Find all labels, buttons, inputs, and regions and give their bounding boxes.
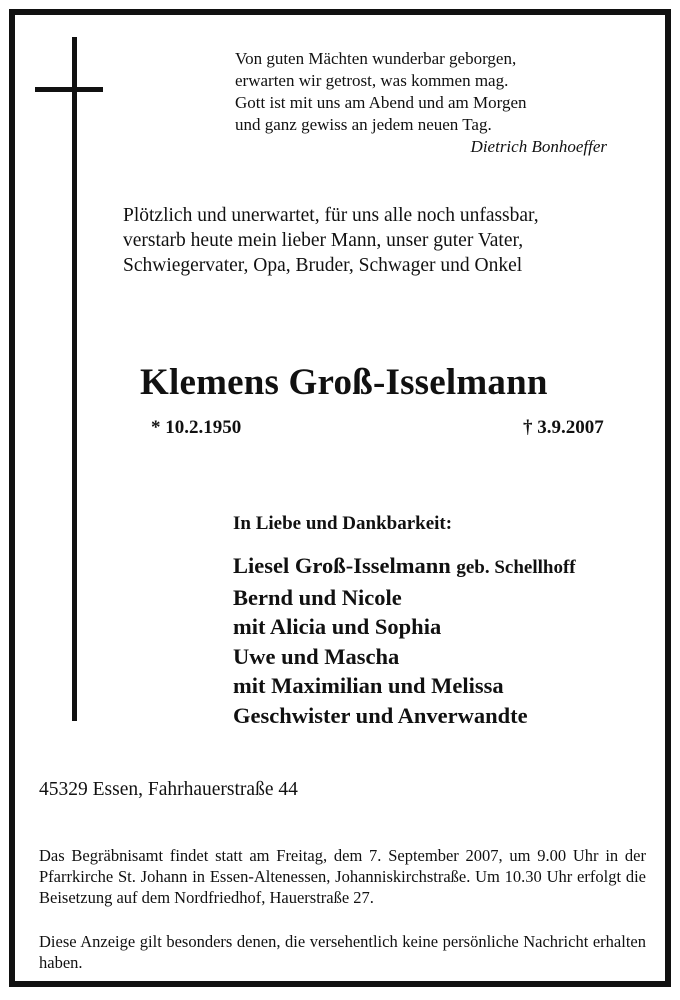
birth-date: * 10.2.1950: [151, 417, 242, 438]
mourner-line: mit Alicia und Sophia: [233, 614, 442, 639]
deceased-name: Klemens Groß-Isselmann: [140, 362, 548, 403]
mourner-line: [233, 551, 576, 583]
obituary-frame: [9, 9, 671, 987]
intro-line: Plötzlich und unerwartet, für uns alle noch unfassbar,: [123, 205, 539, 226]
poem-line: Gott ist mit uns am Abend und am Morgen: [235, 93, 527, 112]
poem-author: Dietrich Bonhoeffer: [470, 137, 607, 156]
death-date: † 3.9.2007: [523, 417, 604, 438]
mourner-geb: geb. Schellhoff: [456, 557, 576, 578]
mourner-line: mit Maximilian und Melissa: [233, 673, 504, 698]
cross-icon-bar: [35, 87, 103, 92]
notice-text: Diese Anzeige gilt besonders denen, die versehentlich keine persönliche Nachricht erhalten haben.: [39, 932, 646, 972]
intro-text: [123, 203, 653, 278]
poem-line: erwarten wir getrost, was kommen mag.: [235, 71, 509, 90]
poem-line: Von guten Mächten wunderbar geborgen,: [235, 49, 517, 68]
mourners-heading: In Liebe und Dankbarkeit:: [233, 513, 453, 534]
poem-block: [235, 48, 615, 158]
mourner-line: Uwe und Mascha: [233, 643, 400, 669]
family-address: 45329 Essen, Fahrhauerstraße 44: [39, 779, 298, 800]
intro-line: Schwiegervater, Opa, Bruder, Schwager und Onkel: [123, 255, 523, 276]
mourner-line: Bernd und Nicole: [233, 584, 402, 610]
mourner-line: Geschwister und Anverwandte: [233, 702, 528, 728]
intro-line: verstarb heute mein lieber Mann, unser guter Vater,: [123, 230, 524, 251]
mourner-widow: Liesel Groß-Isselmann: [233, 553, 451, 578]
poem-line: und ganz gewiss an jedem neuen Tag.: [235, 115, 492, 134]
funeral-details: Das Begräbnisamt findet statt am Freitag, dem 7. September 2007, um 9.00 Uhr in der Pfarrkirche St. Johann in Essen-Altenessen, Johanniskirchstraße. Um 10.30 Uhr erfolgt die Beisetzung auf dem Nordfriedhof, Hauerstraße 27.: [39, 846, 646, 907]
cross-icon: [72, 37, 77, 721]
mourners-list: [233, 551, 576, 730]
